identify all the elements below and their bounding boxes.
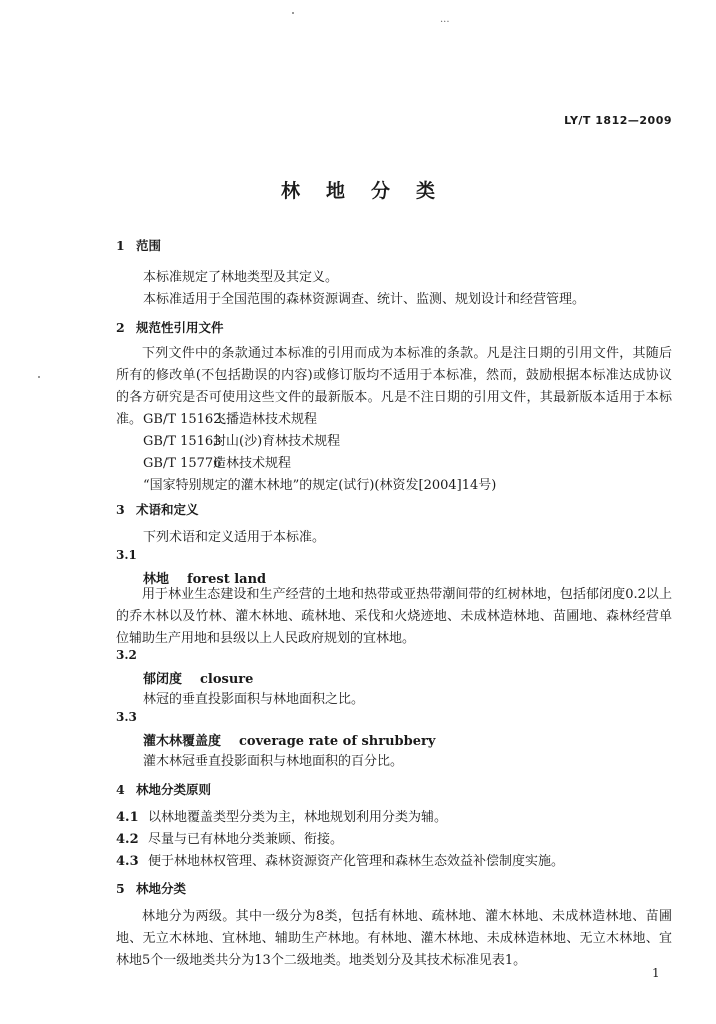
reference-item: GB/T 15776造林技术规程 [143, 456, 292, 471]
document-code: LY/T 1812—2009 [564, 114, 672, 127]
section-heading-4: 4 林地分类原则 [116, 782, 212, 797]
term-title: 灌木林覆盖度 coverage rate of shrubbery [143, 734, 436, 749]
section-heading-3: 3 术语和定义 [116, 502, 199, 517]
section-heading-2: 2 规范性引用文件 [116, 320, 224, 335]
scan-speck [38, 376, 40, 378]
term-definition: 用于林业生态建设和生产经营的土地和热带或亚热带潮间带的红树林地，包括郁闭度0.2以上的乔木林以及竹林、灌木林地、疏林地、采伐和火烧迹地、未成林造林地、苗圃地、森林经营单位辅助生产用地和县级以上人民政府规划的宜林地。 [116, 587, 672, 646]
reference-item: GB/T 15163封山(沙)育林技术规程 [143, 434, 341, 449]
reference-item: GB/T 15162飞播造林技术规程 [143, 412, 318, 427]
principle-item: 4.1 以林地覆盖类型分类为主，林地规划利用分类为辅。 [116, 810, 448, 825]
terms-intro: 下列术语和定义适用于本标准。 [143, 530, 326, 545]
section-heading-1: 1 范围 [116, 238, 162, 253]
top-mark: ... [440, 14, 450, 25]
term-number: 3.1 [116, 548, 137, 562]
term-title: 郁闭度 closure [143, 672, 254, 687]
scope-line: 本标准适用于全国范围的森林资源调查、统计、监测、规划设计和经营管理。 [143, 292, 586, 307]
principle-item: 4.3 便于林地林权管理、森林资源资产化管理和森林生态效益补偿制度实施。 [116, 854, 565, 869]
scan-speck [292, 12, 294, 14]
page-number: 1 [652, 966, 660, 980]
section-heading-5: 5 林地分类 [116, 881, 187, 896]
principle-item: 4.2 尽量与已有林地分类兼顾、衔接。 [116, 832, 344, 847]
normative-references-paragraph: 下列文件中的条款通过本标准的引用而成为本标准的条款。凡是注日期的引用文件，其随后所有的修改单(不包括勘误的内容)或修订版均不适用于本标准，然而，鼓励根据本标准达成协议的各方研究是否可使用这些文件的最新版本。凡是不注日期的引用文件，其最新版本适用于本标准。 [116, 346, 672, 427]
term-number: 3.2 [116, 648, 137, 662]
reference-item: “国家特别规定的灌木林地”的规定(试行)(林资发[2004]14号) [143, 478, 497, 493]
page-title: 林地分类 [280, 180, 461, 202]
term-number: 3.3 [116, 710, 137, 724]
term-definition: 灌木林冠垂直投影面积与林地面积的百分比。 [143, 754, 404, 769]
classification-paragraph: 林地分为两级。其中一级分为8类，包括有林地、疏林地、灌木林地、未成林造林地、苗圃地、无立木林地、宜林地、辅助生产林地。有林地、灌木林地、未成林造林地、无立木林地、宜林地5个一级地类共分为13个二级地类。地类划分及其技术标准见表1。 [116, 909, 672, 968]
term-title: 林地 forest land [143, 572, 267, 587]
scope-line: 本标准规定了林地类型及其定义。 [143, 270, 339, 285]
term-definition: 林冠的垂直投影面积与林地面积之比。 [143, 692, 365, 707]
